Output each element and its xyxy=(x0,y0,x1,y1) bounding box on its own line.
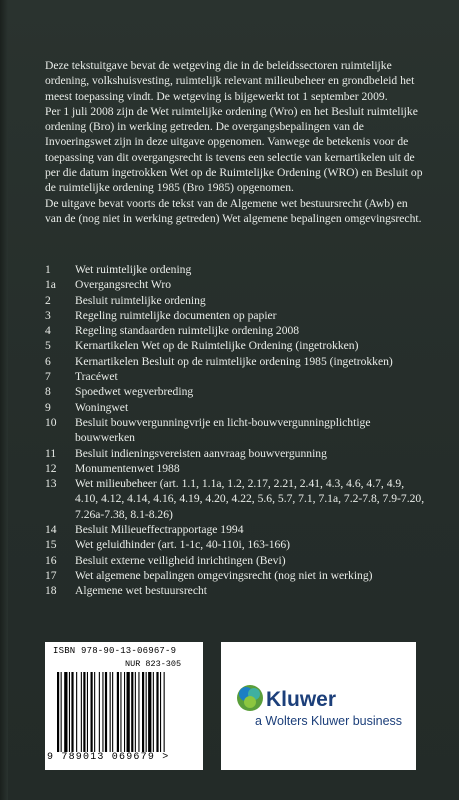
contents-item-title: Wet algemene bepalingen omgevingsrecht (nog niet in werking) xyxy=(75,568,373,582)
contents-item xyxy=(45,369,425,384)
barcode-bars xyxy=(57,672,197,752)
contents-item xyxy=(45,568,425,583)
intro-paragraph-1: Deze tekstuitgave bevat de wetgeving die in de beleidssectoren ruimtelijke ordening, volkshuisvesting, ruimtelijk relevant milieubeheer en grondbeleid het meest toepassing vindt. De wetgeving is bijgewerkt tot 1 september 2009. xyxy=(45,59,415,103)
contents-item xyxy=(45,583,425,598)
contents-item-title: Besluit Milieueffectrapportage 1994 xyxy=(75,523,244,537)
publisher-name: Kluwer xyxy=(266,688,337,711)
isbn-text: ISBN 978-90-13-06967-9 xyxy=(53,646,177,656)
contents-item-number: 11 xyxy=(45,446,57,460)
barcode-bar xyxy=(117,672,119,752)
barcode-bar xyxy=(91,672,93,752)
contents-item-number: 13 xyxy=(45,477,57,491)
barcode-bar xyxy=(76,672,77,752)
contents-item-title: Spoedwet wegverbreding xyxy=(75,385,194,399)
barcode-digits: 9 789013 069679 > xyxy=(47,752,170,763)
contents-item-number: 6 xyxy=(45,354,51,368)
barcode-bar xyxy=(69,672,70,752)
contents-item-title: Besluit bouwvergunningvrije en licht-bouwvergunningplichtige bouwwerken xyxy=(75,415,371,445)
contents-item-title: Wet ruimtelijke ordening xyxy=(75,263,192,276)
contents-item xyxy=(45,537,425,552)
contents-item-number: 17 xyxy=(45,568,57,582)
intro-paragraph-3: De uitgave bevat voorts de tekst van de Algemene wet bestuursrecht (Awb) en van de (nog niet in werking getreden) Wet algemene bepalingen omgevingsrecht. xyxy=(45,196,422,225)
barcode-bar xyxy=(127,672,130,752)
intro-paragraph-2: Per 1 juli 2008 zijn de Wet ruimtelijke ordening (Wro) en het Besluit ruimtelijke ordening (Bro) in werking getreden. De overgangsbepalingen van de Invoeringswet zijn in deze uitgave opgenomen. Vanwege de betekenis voor de toepassing van dit overgangsrecht is tevens een selectie van kernartikelen uit de per die datum ingetrokken Wet op de Ruimtelijke Ordening (WRO) en Besluit op de ruimtelijke ordening 1985 (Bro 1985) opgenomen. xyxy=(45,104,423,195)
contents-item-number: 15 xyxy=(45,538,57,552)
contents-item-number: 1 xyxy=(45,263,51,276)
contents-item-title: Besluit ruimtelijke ordening xyxy=(75,293,206,307)
barcode-bar xyxy=(102,672,103,752)
barcode-bar xyxy=(153,672,154,752)
barcode-bar xyxy=(110,672,111,752)
barcode-bar xyxy=(138,672,139,752)
contents-item-number: 18 xyxy=(45,584,57,598)
barcode-bar xyxy=(160,672,161,752)
contents-item xyxy=(45,384,425,399)
contents-item-title: Kernartikelen Besluit op de ruimtelijke ordening 1985 (ingetrokken) xyxy=(75,354,393,368)
barcode-bar xyxy=(135,672,136,752)
barcode-bar xyxy=(64,672,67,752)
contents-list xyxy=(45,262,425,599)
barcode-bar xyxy=(156,672,158,752)
contents-item xyxy=(45,415,425,446)
barcode-bar xyxy=(94,672,95,752)
barcode-bar xyxy=(83,672,85,752)
barcode-bar xyxy=(148,672,151,752)
contents-item-number: 4 xyxy=(45,324,51,338)
barcode-bar xyxy=(131,672,133,752)
kluwer-logo-icon xyxy=(236,684,264,712)
contents-item xyxy=(45,522,425,537)
contents-item-number: 2 xyxy=(45,293,51,307)
contents-item-number: 9 xyxy=(45,400,51,414)
contents-item-number: 1a xyxy=(45,278,56,292)
contents-item-number: 8 xyxy=(45,385,51,399)
barcode-bar xyxy=(146,672,147,752)
contents-item-title: Monumentenwet 1988 xyxy=(75,461,180,475)
contents-item-title: Overgangsrecht Wro xyxy=(75,278,172,292)
barcode-label xyxy=(45,642,203,770)
barcode-bar xyxy=(105,672,107,752)
contents-item xyxy=(45,476,425,522)
contents-item-title: Wet milieubeheer (art. 1.1, 1.1a, 1.2, 2.17, 2.21, 2.41, 4.3, 4.6, 4.7, 4.9, 4.10, 4.12, 4.14, 4.16, 4.19, 4.20, 4.22, 5.6, 5.7, 7.1, 7.1a, 7.2-7.8, 7.9-7.20, 7.26a-7.38, 8.1-8.26) xyxy=(75,477,425,521)
contents-item-title: Regeling standaarden ruimtelijke ordening 2008 xyxy=(75,324,300,338)
barcode-bar xyxy=(57,672,59,752)
contents-item-title: Tracéwet xyxy=(75,370,118,384)
contents-item-number: 7 xyxy=(45,370,51,384)
spine-edge xyxy=(0,0,8,800)
barcode-bar xyxy=(61,672,62,752)
contents-item xyxy=(45,293,425,308)
barcode-bar xyxy=(71,672,73,752)
publisher-tagline: a Wolters Kluwer business xyxy=(255,714,403,728)
barcode-bar xyxy=(87,672,88,752)
contents-item-number: 3 xyxy=(45,308,51,322)
barcode-bar xyxy=(120,672,121,752)
contents-item-number: 5 xyxy=(45,339,51,353)
barcode-bar xyxy=(142,672,144,752)
intro-text xyxy=(45,58,425,226)
contents-item xyxy=(45,446,425,461)
contents-item xyxy=(45,553,425,568)
barcode-bar xyxy=(124,672,125,752)
contents-item-number: 16 xyxy=(45,553,57,567)
contents-item-title: Regeling ruimtelijke documenten op papier xyxy=(75,308,277,322)
contents-item-title: Wet geluidhinder (art. 1-1c, 40-110i, 163-166) xyxy=(75,538,290,552)
contents-item-title: Algemene wet bestuursrecht xyxy=(75,584,207,598)
barcode-bar xyxy=(81,672,82,752)
contents-item-title: Besluit indieningsvereisten aanvraag bouwvergunning xyxy=(75,446,327,460)
contents-item-title: Woningwet xyxy=(75,400,129,414)
barcode-bar xyxy=(112,672,113,752)
contents-item-title: Kernartikelen Wet op de Ruimtelijke Ordening (ingetrokken) xyxy=(75,339,359,353)
contents-item-number: 10 xyxy=(45,415,57,429)
contents-item-number: 12 xyxy=(45,461,57,475)
nur-text: NUR 823-305 xyxy=(125,659,182,669)
contents-item-title: Besluit externe veiligheid inrichtingen (Bevi) xyxy=(75,553,286,567)
contents-item xyxy=(45,461,425,476)
contents-item xyxy=(45,308,425,323)
contents-item-number: 14 xyxy=(45,523,57,537)
barcode-bar xyxy=(99,672,100,752)
contents-item xyxy=(45,354,425,369)
publisher-logo-box xyxy=(221,642,416,770)
contents-item xyxy=(45,262,425,277)
contents-item xyxy=(45,338,425,353)
contents-item xyxy=(45,277,425,292)
barcode-bar xyxy=(164,672,165,752)
contents-item xyxy=(45,400,425,415)
contents-item xyxy=(45,323,425,338)
